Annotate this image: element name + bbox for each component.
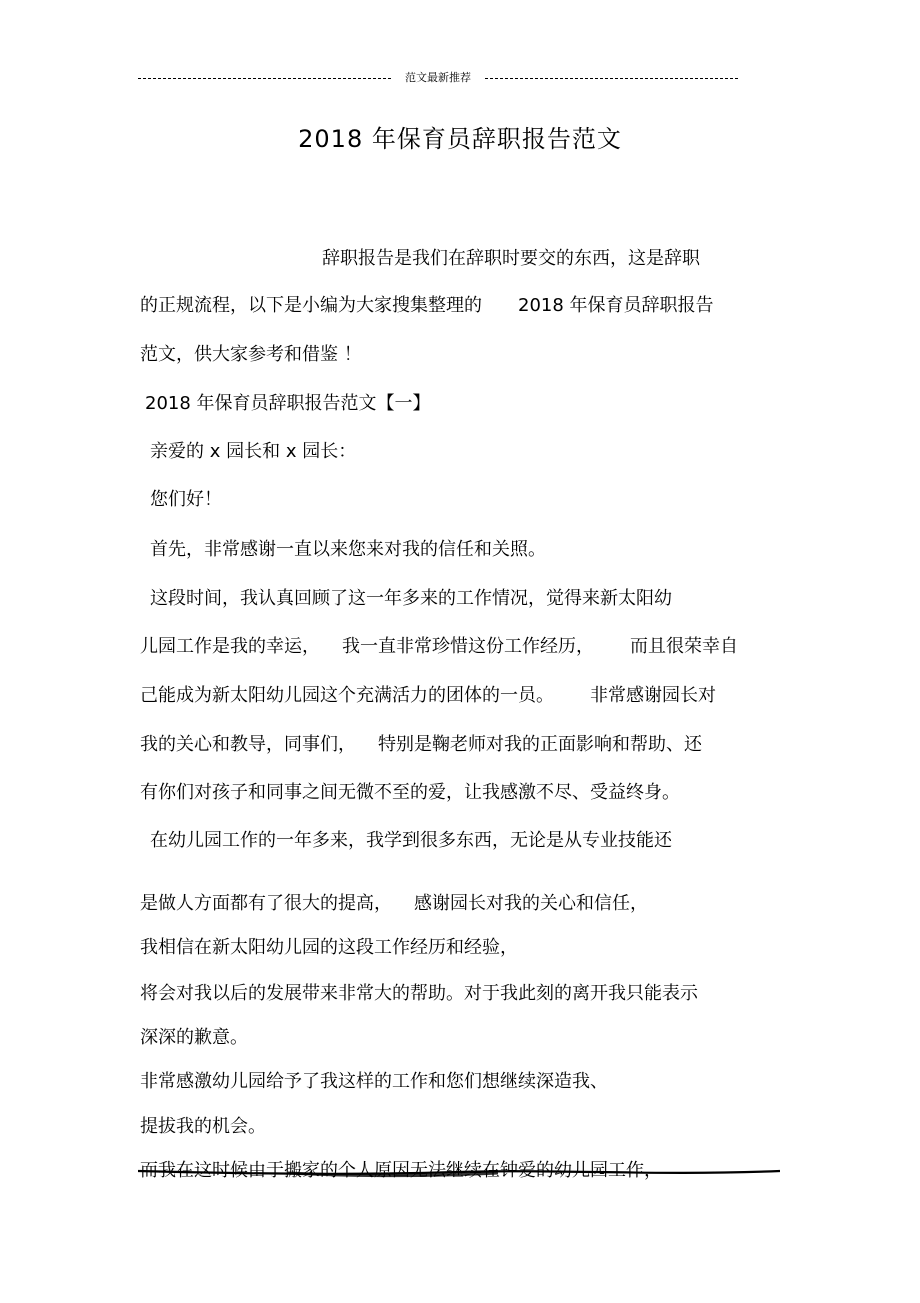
salutation: 亲爱的 x 园长和 x 园长： [150,441,357,462]
text-segment: 的正规流程，以下是小编为大家搜集整理的 [140,295,482,316]
paragraph-line [140,732,702,758]
paragraph-line: 我相信在新太阳幼儿园的这段工作经历和经验， [140,937,518,958]
paragraph-line [140,891,648,917]
paragraph-line: 辞职报告是我们在辞职时要交的东西，这是辞职 [322,248,700,269]
paragraph-line: 在幼儿园工作的一年多来，我学到很多东西，无论是从专业技能还 [150,830,672,851]
text-segment: 我一直非常珍惜这份工作经历， [342,636,594,657]
paragraph-line: 首先，非常感谢一直以来您来对我的信任和关照。 [150,539,546,560]
page-header [138,70,738,86]
paragraph-line: 有你们对孩子和同事之间无微不至的爱，让我感激不尽、受益终身。 [140,782,680,803]
paragraph-line: 范文，供大家参考和借鉴 ！ [140,344,362,365]
greeting: 您们好！ [150,489,222,510]
header-dashed-rule-left [138,78,391,79]
paragraph-line [140,293,714,319]
paragraph-line: 提拔我的机会。 [140,1116,266,1137]
header-dashed-rule-right [485,78,738,79]
paragraph-line: 非常感激幼儿园给予了我这样的工作和您们想继续深造我、 [140,1071,608,1092]
text-segment: 特别是鞠老师对我的正面影响和帮助、还 [378,734,702,755]
pen-stroke-divider [138,1164,780,1178]
paragraph-line: 而我在这时候由于搬家的个人原因无法继续在钟爱的幼儿园工作， [140,1160,662,1181]
section-heading: 2018 年保育员辞职报告范文【一】 [145,393,431,414]
paragraph-line: 将会对我以后的发展带来非常大的帮助。对于我此刻的离开我只能表示 [140,983,698,1004]
paragraph-line [140,634,738,660]
paragraph-line: 深深的歉意。 [140,1027,248,1048]
text-segment: 己能成为新太阳幼儿园这个充满活力的团体的一员。 [140,685,554,706]
text-segment: 是做人方面都有了很大的提高， [140,893,392,914]
text-segment: 感谢园长对我的关心和信任， [414,893,648,914]
header-label: 范文最新推荐 [405,71,471,84]
paragraph-line: 这段时间，我认真回顾了这一年多来的工作情况，觉得来新太阳幼 [150,588,672,609]
text-segment: 我的关心和教导，同事们， [140,734,356,755]
document-title: 2018 年保育员辞职报告范文 [298,125,622,153]
text-segment: 而且很荣幸自 [630,636,738,657]
text-segment: 非常感谢园长对 [590,685,716,706]
paragraph-line [140,683,716,709]
text-segment: 2018 年保育员辞职报告 [518,295,714,316]
text-segment: 儿园工作是我的幸运， [140,636,320,657]
